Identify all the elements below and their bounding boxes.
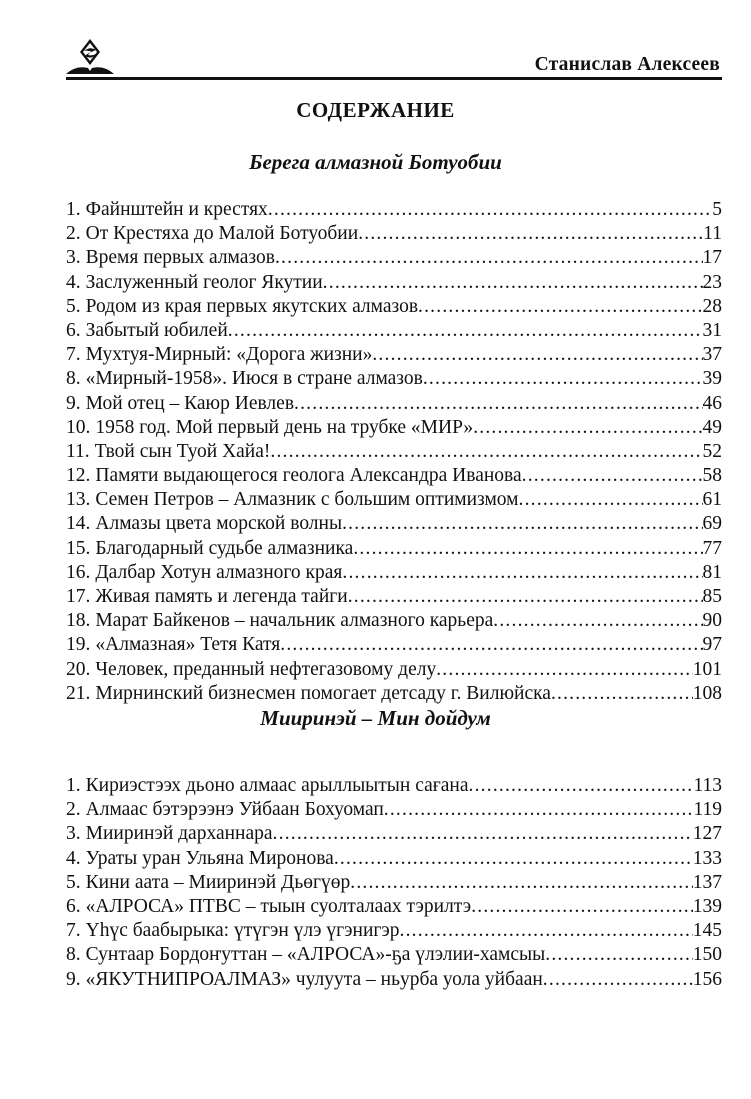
toc-entry-number: 3. [66, 247, 81, 269]
toc-entry[interactable] [66, 822, 722, 846]
toc-leader-dots [493, 609, 702, 633]
toc-leader-dots [471, 895, 693, 919]
header-rule [66, 77, 722, 80]
toc-leader-dots [273, 822, 693, 846]
toc-leader-dots [342, 512, 702, 536]
toc-leader-dots [519, 488, 703, 512]
toc-entry[interactable] [66, 561, 722, 585]
toc-entry-page: 108 [692, 682, 722, 704]
toc-entry-page: 39 [702, 368, 722, 390]
toc-entry-page: 52 [702, 440, 722, 462]
toc-entry-page: 139 [692, 895, 722, 917]
toc-entry[interactable] [66, 319, 722, 343]
toc-leader-dots [270, 440, 702, 464]
toc-entry[interactable] [66, 609, 722, 633]
toc-entry-page: 77 [702, 537, 722, 559]
toc-entry-title: Родом из края первых якутских алмазов [85, 295, 419, 317]
toc-entry-number: 1. [66, 199, 81, 220]
toc-entry-title: «Мирный-1958». Июся в стране алмазов [85, 368, 423, 390]
toc-leader-dots [275, 246, 703, 270]
section-title: Мииринэй – Мин дойдум [260, 706, 491, 730]
toc-leader-dots [400, 919, 693, 943]
toc-entry[interactable] [66, 658, 722, 682]
toc-entry-title: Твой сын Туой Хайа! [94, 440, 271, 462]
toc-entry-title: Кини аата – Мииринэй Дьөгүөр [85, 871, 351, 893]
toc-entry-number: 17. [66, 586, 91, 607]
section-title: Берега алмазной Ботуобии [249, 150, 502, 174]
toc-leader-dots [294, 392, 702, 416]
toc-entry-page: 127 [692, 823, 722, 845]
toc-leader-dots [384, 798, 694, 822]
toc-entry[interactable] [66, 512, 722, 536]
toc-entry-title: Ураты уран Ульяна Миронова [85, 847, 334, 869]
toc-entry-page: 37 [702, 344, 722, 366]
toc-entry-page: 31 [702, 319, 722, 341]
toc-entry-page: 90 [702, 610, 722, 632]
toc-entry-number: 5. [66, 295, 81, 317]
toc-entry-number: 10. [66, 416, 91, 438]
toc-entry[interactable] [66, 682, 722, 706]
toc-entry[interactable] [66, 847, 722, 871]
toc-entry-title: Сунтаар Бордоҥуттан – «АЛРОСА»-ҕа үлэлии-хамсыы [85, 944, 546, 966]
toc-entry-number: 6. [66, 319, 81, 341]
toc-entry[interactable] [66, 537, 722, 561]
toc-entry-page: 150 [692, 944, 722, 966]
toc-entry-title: Благодарный судьбе алмазника [95, 537, 354, 559]
toc-entry-page: 119 [693, 799, 722, 821]
toc-entry[interactable] [66, 343, 722, 367]
toc-entry-number: 11. [66, 440, 90, 462]
toc-leader-dots [280, 633, 702, 657]
toc-entry-page: 81 [702, 561, 722, 583]
toc-entry-page: 49 [702, 416, 722, 438]
toc-entry-number: 4. [66, 271, 81, 293]
toc-entry-page: 11 [703, 223, 722, 245]
toc-entry-title: Семен Петров – Алмазник с большим оптимизмом [95, 489, 519, 511]
toc-entry-page: 28 [702, 295, 722, 317]
toc-entry-page: 58 [702, 465, 722, 487]
toc-entry-page: 61 [702, 489, 722, 511]
toc-entry-title: Кириэстээх дьоно алмаас арыллыытын сағана [85, 775, 469, 796]
toc-entry[interactable] [66, 367, 722, 391]
diamond-book-logo-icon [66, 38, 114, 76]
toc-entry-number: 15. [66, 537, 91, 559]
toc-entry-page: 23 [702, 271, 722, 293]
toc-leader-dots [469, 774, 694, 798]
toc-entry-page: 97 [702, 634, 722, 656]
toc-entry-page: 113 [693, 775, 722, 796]
toc-entry-number: 21. [66, 682, 91, 704]
toc-entry[interactable] [66, 416, 722, 440]
toc-entry-page: 46 [702, 392, 722, 414]
toc-entry-number: 12. [66, 465, 91, 487]
toc-entry-title: От Крестяха до Малой Ботуобии [85, 223, 359, 245]
toc-entry-page: 85 [702, 586, 722, 607]
toc-leader-dots [323, 271, 703, 295]
toc-leader-dots [350, 871, 693, 895]
toc-entry-number: 2. [66, 223, 81, 245]
toc-entry-number: 9. [66, 968, 81, 990]
toc-entry-title: Живая память и легенда тайги [95, 586, 348, 607]
toc-entry-title: Человек, преданный нефтегазовому делу [95, 658, 437, 680]
toc-entry[interactable] [66, 585, 722, 609]
toc-entry[interactable] [66, 871, 722, 895]
page-title: СОДЕРЖАНИЕ [296, 98, 455, 122]
author-name: Станислав Алексеев [534, 54, 720, 75]
toc-entry-page: 137 [692, 871, 722, 893]
toc-entry-number: 20. [66, 658, 91, 680]
toc-entry-title: «ЯКУТНИПРОАЛМАЗ» чулуута – ньурба уола уйбаан [85, 968, 543, 990]
toc-entry-number: 19. [66, 634, 91, 656]
toc-entry-page: 5 [712, 199, 722, 220]
toc-entry-number: 13. [66, 489, 91, 511]
toc-entry-title: Заслуженный геолог Якутии [85, 271, 323, 293]
toc-entry-title: Мииринэй дарханнара [85, 823, 273, 845]
toc-entry[interactable] [66, 440, 722, 464]
toc-entry-title: «Алмазная» Тетя Катя [95, 634, 281, 656]
toc-entry[interactable] [66, 464, 722, 488]
toc-leader-dots [228, 319, 703, 343]
toc-entry[interactable] [66, 198, 722, 222]
toc-leader-dots [522, 464, 703, 488]
toc-entry-title: Алмазы цвета морской волны [95, 513, 343, 535]
toc-entry-number: 3. [66, 823, 81, 845]
toc-entry-title: Время первых алмазов [85, 247, 275, 269]
toc-entry[interactable] [66, 271, 722, 295]
toc-entry-number: 2. [66, 799, 81, 821]
toc-entry[interactable] [66, 392, 722, 416]
toc-leader-dots [545, 943, 693, 967]
toc-entry-page: 133 [692, 847, 722, 869]
toc-entry[interactable] [66, 295, 722, 319]
toc-entry-number: 7. [66, 920, 81, 942]
toc-entry-title: Файнштейн и крестях [85, 199, 268, 220]
toc-leader-dots [423, 367, 703, 391]
toc-entry-number: 4. [66, 847, 81, 869]
toc-leader-dots [358, 222, 703, 246]
toc-entry-number: 8. [66, 944, 81, 966]
toc-leader-dots [551, 682, 693, 706]
toc-entry-page: 145 [692, 920, 722, 942]
toc-entry-page: 101 [692, 658, 722, 680]
toc-leader-dots [543, 968, 693, 992]
toc-entry-number: 5. [66, 871, 81, 893]
toc-entry[interactable] [66, 943, 722, 967]
toc-entry[interactable] [66, 919, 722, 943]
toc-entry-title: «АЛРОСА» ПТВС – тыын суолталаах тэрилтэ [85, 895, 472, 917]
toc-leader-dots [334, 847, 693, 871]
toc-entry-number: 14. [66, 513, 91, 535]
toc-leader-dots [268, 198, 712, 222]
toc-leader-dots [348, 585, 703, 609]
toc-leader-dots [353, 537, 702, 561]
toc-entry[interactable] [66, 968, 722, 992]
toc-entry-number: 18. [66, 610, 91, 632]
toc-entry[interactable] [66, 633, 722, 657]
toc-entry-title: Марат Байкенов – начальник алмазного карьера [95, 610, 494, 632]
toc-entry-page: 156 [692, 968, 722, 990]
toc-entry[interactable] [66, 774, 722, 798]
toc-entry[interactable] [66, 246, 722, 270]
toc-entry-title: 1958 год. Мой первый день на трубке «МИР» [95, 416, 474, 438]
toc-list [66, 198, 722, 706]
toc-entry-title: Мухтуя-Мирный: «Дорога жизни» [85, 344, 373, 366]
toc-leader-dots [372, 343, 702, 367]
toc-entry-title: Мирнинский бизнесмен помогает детсаду г. Вилюйска [95, 682, 551, 704]
toc-entry-page: 17 [702, 247, 722, 269]
toc-list [66, 774, 722, 992]
toc-entry-number: 16. [66, 561, 91, 583]
toc-entry-title: Алмаас бэтэрээнэ Уйбаан Бохуомап [85, 799, 384, 821]
toc-entry-page: 69 [702, 513, 722, 535]
toc-entry-title: Үһүс баабырыка: үтүгэн үлэ үгэнигэр [85, 920, 400, 942]
toc-entry[interactable] [66, 798, 722, 822]
toc-entry-number: 1. [66, 775, 81, 796]
toc-entry[interactable] [66, 895, 722, 919]
toc-leader-dots [342, 561, 702, 585]
toc-entry-number: 7. [66, 344, 81, 366]
toc-entry[interactable] [66, 488, 722, 512]
toc-entry-title: Памяти выдающегося геолога Александра Иванова [95, 465, 522, 487]
toc-leader-dots [418, 295, 702, 319]
page-header [66, 38, 722, 78]
toc-entry-number: 6. [66, 895, 81, 917]
toc-entry-number: 9. [66, 392, 81, 414]
toc-leader-dots [473, 416, 702, 440]
toc-entry-title: Забытый юбилей [85, 319, 228, 341]
toc-entry-title: Мой отец – Каюр Иевлев [85, 392, 295, 414]
toc-leader-dots [436, 658, 693, 682]
toc-entry[interactable] [66, 222, 722, 246]
toc-entry-number: 8. [66, 368, 81, 390]
toc-entry-title: Далбар Хотун алмазного края [95, 561, 343, 583]
